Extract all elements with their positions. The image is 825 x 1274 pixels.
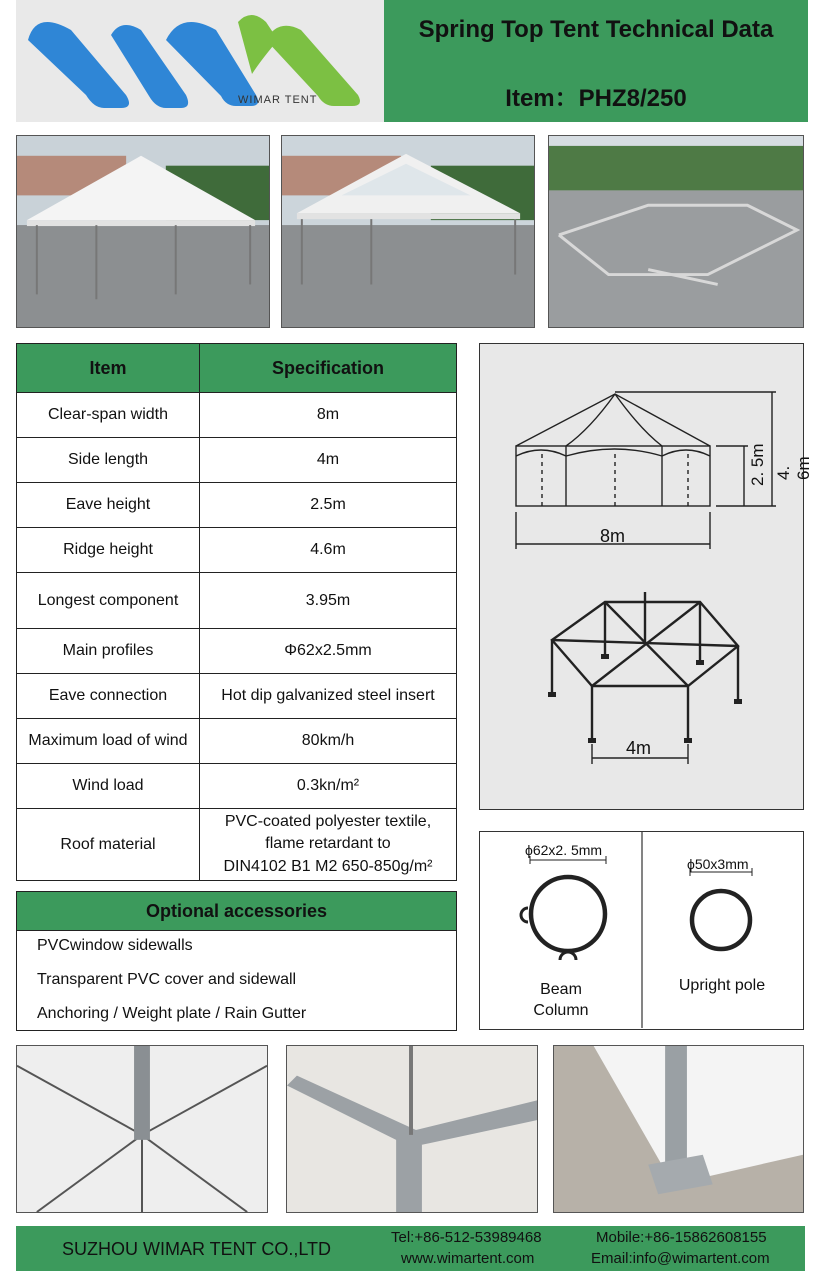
website: www.wimartent.com — [401, 1250, 535, 1267]
accessories-title: Optional accessories — [17, 892, 456, 931]
beam-dimension: ϕ62x2. 5mm — [525, 842, 603, 858]
table-row — [17, 483, 457, 528]
table-row — [17, 573, 457, 629]
tent-drawing-panel — [479, 343, 813, 810]
row-item: Longest component — [17, 573, 200, 629]
row-spec: Φ62x2.5mm — [200, 629, 457, 674]
beam-label: Beam — [540, 981, 582, 998]
row-spec: 3.95m — [200, 573, 457, 629]
column-label: Column — [533, 1002, 589, 1019]
list-item: Transparent PVC cover and sidewall — [37, 971, 297, 988]
ridge-height-label: 4. 6m — [774, 456, 813, 480]
row-item: Clear-span width — [17, 393, 200, 438]
row-spec: 2.5m — [200, 483, 457, 528]
column-header-item: Item — [17, 344, 200, 393]
row-spec-multiline — [200, 809, 457, 881]
column-header-specification: Specification — [200, 344, 457, 393]
telephone: Tel:+86-512-53989468 — [391, 1229, 542, 1246]
row-item: Wind load — [17, 764, 200, 809]
table-row — [17, 528, 457, 573]
item-code: Item：PHZ8/250 — [505, 85, 687, 112]
eave-height-label: 2. 5m — [748, 443, 767, 486]
spec-line: flame retardant to — [265, 835, 391, 853]
side-length-label: 4m — [626, 738, 652, 758]
row-item: Ridge height — [17, 528, 200, 573]
row-spec: 80km/h — [200, 719, 457, 764]
photo-tent-front — [16, 135, 270, 328]
profile-panel — [479, 831, 804, 1030]
page-title: Spring Top Tent Technical Data — [418, 16, 774, 43]
row-spec: 4.6m — [200, 528, 457, 573]
row-item: Eave height — [17, 483, 200, 528]
spec-table — [16, 343, 457, 881]
spec-line: PVC-coated polyester textile, — [224, 812, 432, 830]
row-spec: 0.3kn/m² — [200, 764, 457, 809]
logo-text: WIMAR TENT — [238, 94, 318, 106]
footer-bar — [16, 1226, 805, 1271]
list-item: Anchoring / Weight plate / Rain Gutter — [37, 1005, 307, 1022]
row-item: Side length — [17, 438, 200, 483]
row-spec: Hot dip galvanized steel insert — [200, 674, 457, 719]
email: Email:info@wimartent.com — [591, 1250, 770, 1267]
mobile: Mobile:+86-15862608155 — [596, 1229, 767, 1246]
spec-line: DIN4102 B1 M2 650-850g/m² — [223, 857, 433, 875]
photo-tent-transparent — [281, 135, 535, 328]
row-item: Eave connection — [17, 674, 200, 719]
width-label: 8m — [600, 526, 626, 546]
photo-tent-frame — [548, 135, 804, 328]
photo-base-plate — [553, 1045, 804, 1213]
table-row — [17, 809, 457, 881]
table-row — [17, 393, 457, 438]
table-row — [17, 438, 457, 483]
row-spec: 8m — [200, 393, 457, 438]
table-row — [17, 719, 457, 764]
row-item: Maximum load of wind — [17, 719, 200, 764]
row-item: Main profiles — [17, 629, 200, 674]
wimar-logo — [16, 0, 384, 122]
accessories-panel — [16, 891, 457, 1031]
spec-table-header — [17, 344, 457, 393]
company-name: SUZHOU WIMAR TENT CO.,LTD — [62, 1239, 332, 1259]
pole-dimension: ϕ50x3mm — [687, 856, 749, 872]
row-item: Roof material — [17, 809, 200, 881]
title-banner — [384, 0, 808, 122]
upright-pole-label: Upright pole — [678, 977, 766, 994]
table-row — [17, 674, 457, 719]
photo-eave-connection — [286, 1045, 538, 1213]
table-row — [17, 629, 457, 674]
table-row — [17, 764, 457, 809]
list-item: PVCwindow sidewalls — [37, 937, 193, 954]
logo-panel — [16, 0, 384, 122]
photo-ridge-detail — [16, 1045, 268, 1213]
row-spec: 4m — [200, 438, 457, 483]
